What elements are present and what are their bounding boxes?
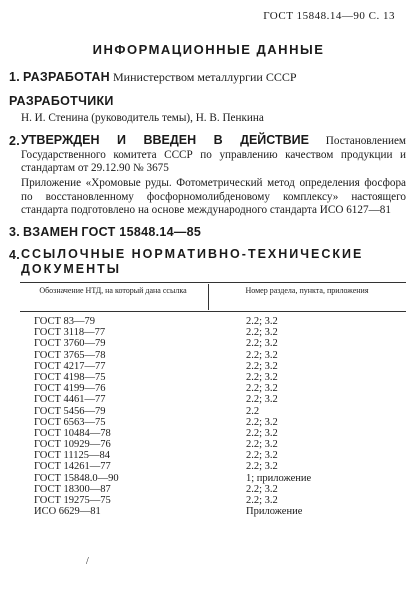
table-cell-standard: ГОСТ 14261—77 (34, 461, 111, 473)
developers-heading (9, 94, 114, 109)
table-cell-section: 2.2; 3.2 (246, 338, 278, 350)
table-cell-standard: ГОСТ 4198—75 (34, 371, 106, 383)
table-cell-section: 2.2; 3.2 (246, 360, 278, 372)
table-header-rule (20, 311, 406, 312)
table-cell-section: 1; приложение (246, 472, 312, 484)
table-cell-standard: ГОСТ 83—79 (34, 316, 96, 327)
table-cell-section: 2.2; 3.2 (246, 495, 278, 506)
table-cell-section: 2.2; 3.2 (246, 327, 278, 339)
table-row (34, 417, 384, 428)
table-cell-standard: ИСО 6629—81 (34, 506, 101, 518)
table-row (34, 461, 384, 472)
table-row (34, 473, 384, 484)
table-cell-standard: ГОСТ 3765—78 (34, 349, 106, 361)
table-top-rule (20, 282, 406, 283)
table-cell-section: 2.2 (246, 405, 260, 417)
section-4-number-wrap (9, 248, 20, 263)
table-row (34, 428, 384, 439)
section-3-heading: ВЗАМЕН (23, 225, 79, 239)
table-cell-standard: ГОСТ 3760—79 (34, 338, 106, 350)
table-cell-standard: ГОСТ 6563—75 (34, 416, 106, 428)
section-2-number: 2. (9, 134, 21, 148)
table-row (34, 484, 384, 495)
reference-table-body (34, 316, 384, 517)
table-cell-standard: ГОСТ 11125—84 (34, 450, 111, 462)
table-row (34, 350, 384, 361)
table-cell-standard: ГОСТ 4461—77 (34, 394, 106, 406)
table-cell-section: 2.2; 3.2 (246, 394, 278, 406)
table-row (34, 495, 384, 506)
section-4 (21, 248, 406, 277)
table-cell-section: 2.2; 3.2 (246, 371, 278, 383)
table-row (34, 439, 384, 450)
pen-mark: / (86, 556, 89, 567)
section-3-text: ГОСТ 15848.14—85 (81, 225, 202, 239)
section-1-number: 1. (9, 70, 21, 84)
developers-list: Н. И. Стенина (руководитель темы), Н. В. Пенкина (21, 112, 264, 124)
section-1 (9, 70, 297, 85)
table-cell-standard: ГОСТ 10929—76 (34, 439, 111, 451)
table-row (34, 506, 384, 517)
section-1-text: Министерством металлургии СССР (113, 70, 297, 84)
table-cell-standard: ГОСТ 3118—77 (34, 327, 106, 339)
section-4-number: 4. (9, 248, 21, 262)
developers-heading-text: РАЗРАБОТЧИКИ (9, 94, 114, 108)
table-row (34, 372, 384, 383)
table-row (34, 383, 384, 394)
section-3-number: 3. (9, 225, 21, 239)
page-header: ГОСТ 15848.14—90 С. 13 (263, 10, 395, 22)
section-3 (9, 225, 201, 240)
table-header-standard: Обозначение НТД, на который дана ссылка (39, 286, 187, 295)
table-cell-section: 2.2; 3.2 (246, 483, 278, 495)
table-cell-section: 2.2; 3.2 (246, 427, 278, 439)
table-cell-section: 2.2; 3.2 (246, 450, 278, 462)
table-row (34, 316, 384, 327)
table-row (34, 394, 384, 405)
table-cell-standard: ГОСТ 18300—87 (34, 483, 111, 495)
table-cell-section: 2.2; 3.2 (246, 461, 278, 473)
section-4-heading: ССЫЛОЧНЫЕ НОРМАТИВНО-ТЕХНИЧЕСКИЕ ДОКУМЕНТЫ (21, 247, 364, 276)
table-cell-section: 2.2; 3.2 (246, 316, 278, 327)
table-cell-section: 2.2; 3.2 (246, 383, 278, 395)
table-cell-standard: ГОСТ 5456—79 (34, 405, 106, 417)
table-cell-standard: ГОСТ 4217—77 (34, 360, 106, 372)
table-cell-section: 2.2; 3.2 (246, 439, 278, 451)
section-2 (21, 134, 406, 176)
table-row (34, 327, 384, 338)
page-title: ИНФОРМАЦИОННЫЕ ДАННЫЕ (92, 42, 325, 57)
section-2-appendix-note: Приложение «Хромовые руды. Фотометрический метод определения фосфора по восстановленному фосфорномолибденовому комплексу» настоящего стандарта подготовлено на основе международного стандарта ИСО 6127—81 (21, 177, 406, 216)
section-1-heading: РАЗРАБОТАН (23, 70, 111, 84)
table-cell-section: 2.2; 3.2 (246, 349, 278, 361)
table-cell-standard: ГОСТ 15848.0—90 (34, 472, 119, 484)
table-cell-standard: ГОСТ 4199—76 (34, 383, 106, 395)
table-cell-section: Приложение (246, 506, 303, 518)
table-column-divider (208, 284, 209, 310)
section-2-heading: УТВЕРЖДЕН И ВВЕДЕН В ДЕЙСТВИЕ (21, 133, 309, 147)
section-2-text: Постановлением Государственного комитета СССР по управлению качеством продукции и стандартам от 29.12.90 № 3675 (21, 135, 406, 174)
table-row (34, 450, 384, 461)
table-row (34, 406, 384, 417)
table-header-section: Номер раздела, пункта, приложения (245, 286, 369, 295)
table-cell-standard: ГОСТ 10484—78 (34, 427, 111, 439)
table-cell-section: 2.2; 3.2 (246, 416, 278, 428)
table-cell-standard: ГОСТ 19275—75 (34, 495, 111, 506)
table-row (34, 338, 384, 349)
section-2-number-wrap (9, 134, 20, 149)
table-row (34, 361, 384, 372)
